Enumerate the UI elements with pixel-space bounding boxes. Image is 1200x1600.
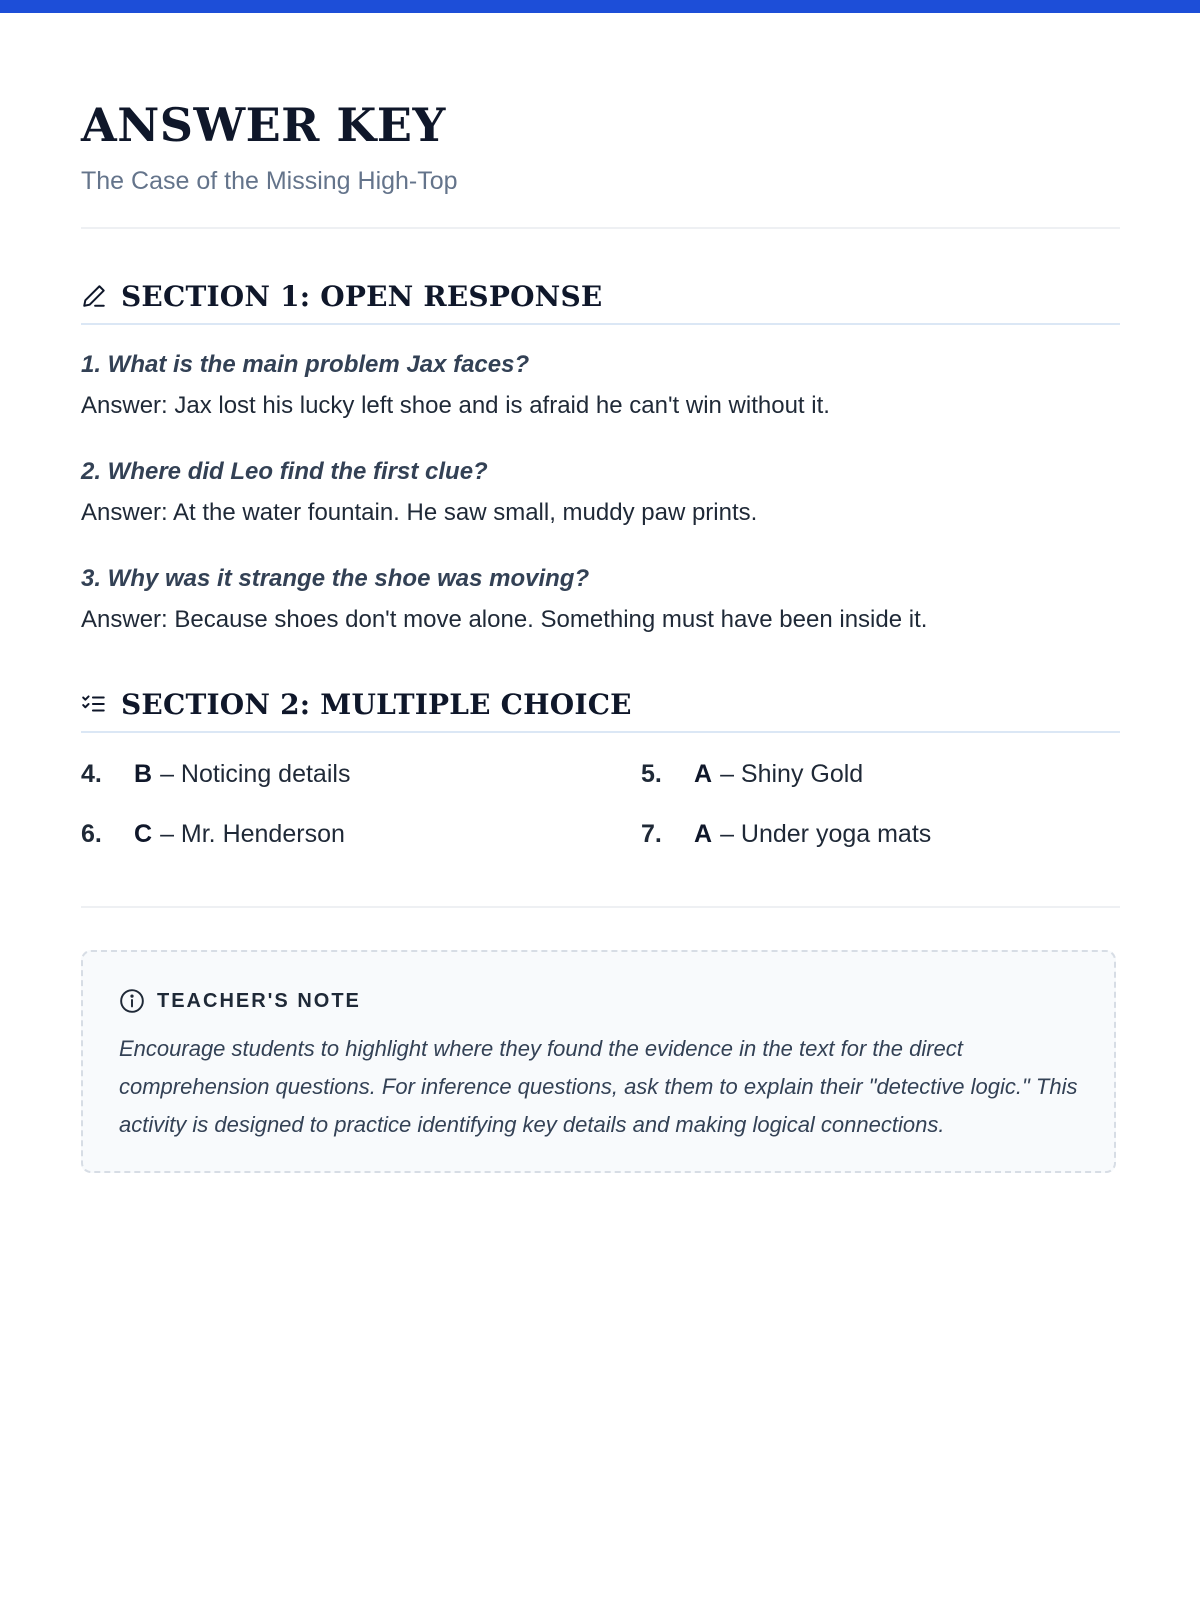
- section-1-title: SECTION 1: OPEN RESPONSE: [121, 279, 603, 313]
- mc-text: – Mr. Henderson: [160, 820, 345, 848]
- section-1-divider: [81, 323, 1120, 325]
- section-2-divider: [81, 731, 1120, 733]
- header-divider: [81, 227, 1120, 229]
- answer-3: Answer: Because shoes don't move alone. Something must have been inside it.: [81, 606, 928, 633]
- mc-item-6: [81, 817, 345, 851]
- mc-number: 5.: [641, 760, 662, 788]
- mc-letter: B: [134, 760, 153, 788]
- mc-number: 6.: [81, 820, 102, 848]
- question-3: 3. Why was it strange the shoe was moving?: [81, 565, 590, 592]
- mc-text: – Shiny Gold: [720, 760, 864, 788]
- pencil-icon: [81, 283, 107, 309]
- page-subtitle: The Case of the Missing High-Top: [81, 167, 458, 195]
- top-accent-bar: [0, 0, 1200, 13]
- mc-item-4: [81, 757, 350, 791]
- mc-text: – Under yoga mats: [720, 820, 932, 848]
- footer-divider: [81, 906, 1120, 908]
- mc-number: 7.: [641, 820, 662, 848]
- teachers-note-title: TEACHER'S NOTE: [157, 989, 361, 1012]
- checklist-icon: [81, 691, 107, 717]
- mc-item-7: [641, 817, 931, 851]
- mc-letter: A: [694, 820, 713, 848]
- answer-2: Answer: At the water fountain. He saw small, muddy paw prints.: [81, 499, 758, 526]
- teachers-note-heading: [119, 988, 361, 1014]
- question-1: 1. What is the main problem Jax faces?: [81, 351, 530, 378]
- mc-letter: A: [694, 760, 713, 788]
- mc-number: 4.: [81, 760, 102, 788]
- section-2-title: SECTION 2: MULTIPLE CHOICE: [121, 687, 632, 721]
- teachers-note-box: [81, 950, 1116, 1173]
- mc-letter: C: [134, 820, 153, 848]
- question-2: 2. Where did Leo find the first clue?: [81, 458, 488, 485]
- mc-item-5: [641, 757, 863, 791]
- answer-1: Answer: Jax lost his lucky left shoe and is afraid he can't win without it.: [81, 392, 830, 419]
- teachers-note-text: Encourage students to highlight where they found the evidence in the text for the direct comprehension questions. For inference questions, ask them to explain their "detective logic." This activity is designed to practice identifying key details and making logical connections.: [119, 1036, 1078, 1137]
- info-icon: [119, 988, 145, 1014]
- section-2-heading: [81, 684, 1120, 724]
- mc-text: – Noticing details: [160, 760, 351, 788]
- section-1-heading: [81, 276, 1120, 316]
- page-title: ANSWER KEY: [81, 98, 446, 152]
